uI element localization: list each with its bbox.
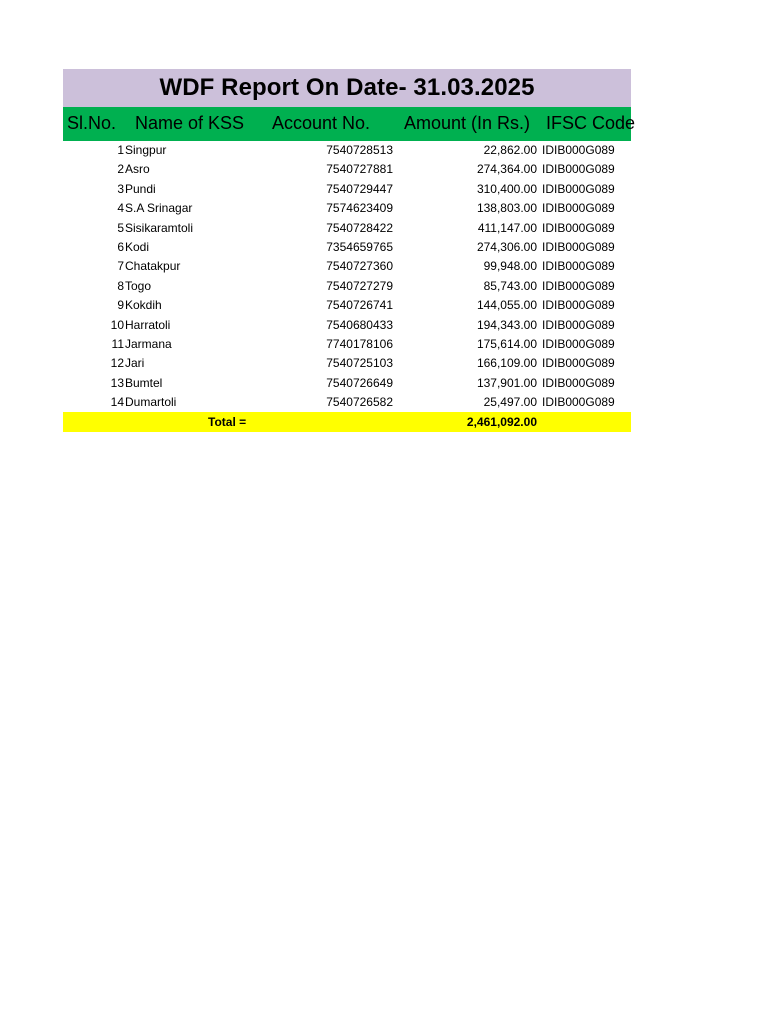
cell-ifsc-code: IDIB000G089: [542, 239, 615, 254]
cell-amount: 175,614.00: [476, 336, 537, 351]
cell-sl-no: 9: [117, 298, 124, 313]
cell-kss-name: Jari: [125, 356, 145, 371]
cell-amount: 137,901.00: [476, 375, 537, 390]
cell-amount: 274,364.00: [476, 162, 537, 177]
cell-account-no: 7540725103: [326, 356, 393, 371]
cell-amount: 194,343.00: [476, 317, 537, 332]
table-body: [63, 141, 631, 412]
cell-ifsc-code: IDIB000G089: [542, 181, 615, 196]
cell-kss-name: Dumartoli: [125, 395, 177, 410]
cell-amount: 310,400.00: [476, 181, 537, 196]
header-name-of-kss: Name of KSS: [135, 113, 245, 133]
cell-sl-no: 4: [117, 201, 124, 216]
cell-account-no: 7540727360: [326, 259, 393, 274]
cell-ifsc-code: IDIB000G089: [542, 375, 615, 390]
cell-sl-no: 1: [117, 143, 124, 157]
cell-amount: 166,109.00: [476, 356, 537, 371]
cell-account-no: 7354659765: [326, 239, 393, 254]
header-ifsc-code: IFSC Code: [546, 113, 636, 133]
cell-account-no: 7540726741: [326, 298, 393, 313]
cell-account-no: 7540727881: [326, 162, 393, 177]
cell-ifsc-code: IDIB000G089: [542, 317, 615, 332]
cell-sl-no: 8: [117, 278, 124, 293]
cell-account-no: 7540727279: [326, 278, 393, 293]
table-row: [63, 354, 631, 373]
total-label: Total =: [208, 415, 247, 430]
total-row: [63, 412, 631, 432]
cell-ifsc-code: IDIB000G089: [542, 356, 615, 371]
cell-kss-name: Togo: [125, 278, 152, 293]
cell-account-no: 7540726649: [326, 375, 393, 390]
table-row: [63, 316, 631, 335]
cell-ifsc-code: IDIB000G089: [542, 336, 615, 351]
cell-account-no: 7540680433: [326, 317, 393, 332]
cell-account-no: 7540726582: [326, 395, 393, 410]
table-row: [63, 296, 631, 315]
header-account-no: Account No.: [272, 113, 371, 133]
cell-kss-name: Kodi: [125, 239, 150, 254]
header-sl-no: Sl.No.: [67, 113, 117, 133]
cell-amount: 411,147.00: [477, 220, 537, 235]
cell-ifsc-code: IDIB000G089: [542, 298, 615, 313]
cell-ifsc-code: IDIB000G089: [542, 259, 615, 274]
cell-kss-name: S.A Srinagar: [125, 201, 193, 216]
cell-kss-name: Jarmana: [125, 336, 172, 351]
header-amount: Amount (In Rs.): [404, 113, 531, 133]
cell-sl-no: 5: [117, 220, 124, 235]
table-row: [63, 141, 631, 160]
cell-kss-name: Bumtel: [125, 375, 163, 390]
cell-sl-no: 10: [110, 317, 124, 332]
cell-sl-no: 11: [111, 336, 124, 351]
table-row: [63, 257, 631, 276]
cell-amount: 99,948.00: [483, 259, 537, 274]
cell-account-no: 7540728422: [326, 220, 393, 235]
cell-sl-no: 12: [110, 356, 124, 371]
table-row: [63, 393, 631, 412]
cell-ifsc-code: IDIB000G089: [542, 201, 615, 216]
table-row: [63, 199, 631, 218]
report-title: WDF Report On Date- 31.03.2025: [159, 74, 535, 101]
cell-sl-no: 13: [110, 375, 124, 390]
report-title-bar: [63, 69, 631, 107]
cell-kss-name: Pundi: [125, 181, 156, 196]
cell-amount: 22,862.00: [483, 143, 537, 157]
total-amount: 2,461,092.00: [466, 415, 537, 430]
table-row: [63, 374, 631, 393]
cell-kss-name: Asro: [125, 162, 150, 177]
cell-amount: 85,743.00: [483, 278, 537, 293]
cell-kss-name: Harratoli: [125, 317, 171, 332]
cell-ifsc-code: IDIB000G089: [542, 278, 615, 293]
cell-amount: 144,055.00: [476, 298, 537, 313]
cell-kss-name: Kokdih: [125, 298, 162, 313]
cell-sl-no: 6: [117, 239, 124, 254]
cell-account-no: 7740178106: [326, 336, 393, 351]
cell-ifsc-code: IDIB000G089: [542, 395, 615, 410]
cell-ifsc-code: IDIB000G089: [542, 220, 615, 235]
cell-amount: 25,497.00: [483, 395, 537, 410]
cell-sl-no: 3: [117, 181, 124, 196]
cell-sl-no: 2: [117, 162, 124, 177]
table-row: [63, 180, 631, 199]
cell-sl-no: 7: [117, 259, 124, 274]
cell-kss-name: Sisikaramtoli: [125, 220, 194, 235]
cell-kss-name: Chatakpur: [125, 259, 181, 274]
table-row: [63, 335, 631, 354]
cell-ifsc-code: IDIB000G089: [542, 162, 615, 177]
cell-account-no: 7540728513: [326, 143, 393, 157]
table-row: [63, 160, 631, 179]
table-row: [63, 277, 631, 296]
table-header-row: [63, 107, 636, 141]
cell-ifsc-code: IDIB000G089: [542, 143, 615, 157]
cell-amount: 274,306.00: [476, 239, 537, 254]
cell-kss-name: Singpur: [125, 143, 167, 157]
cell-sl-no: 14: [110, 395, 124, 410]
wdf-report-sheet: [63, 69, 636, 432]
table-row: [63, 238, 631, 257]
cell-account-no: 7540729447: [326, 181, 393, 196]
table-row: [63, 219, 631, 238]
cell-account-no: 7574623409: [326, 201, 393, 216]
cell-amount: 138,803.00: [476, 201, 537, 216]
